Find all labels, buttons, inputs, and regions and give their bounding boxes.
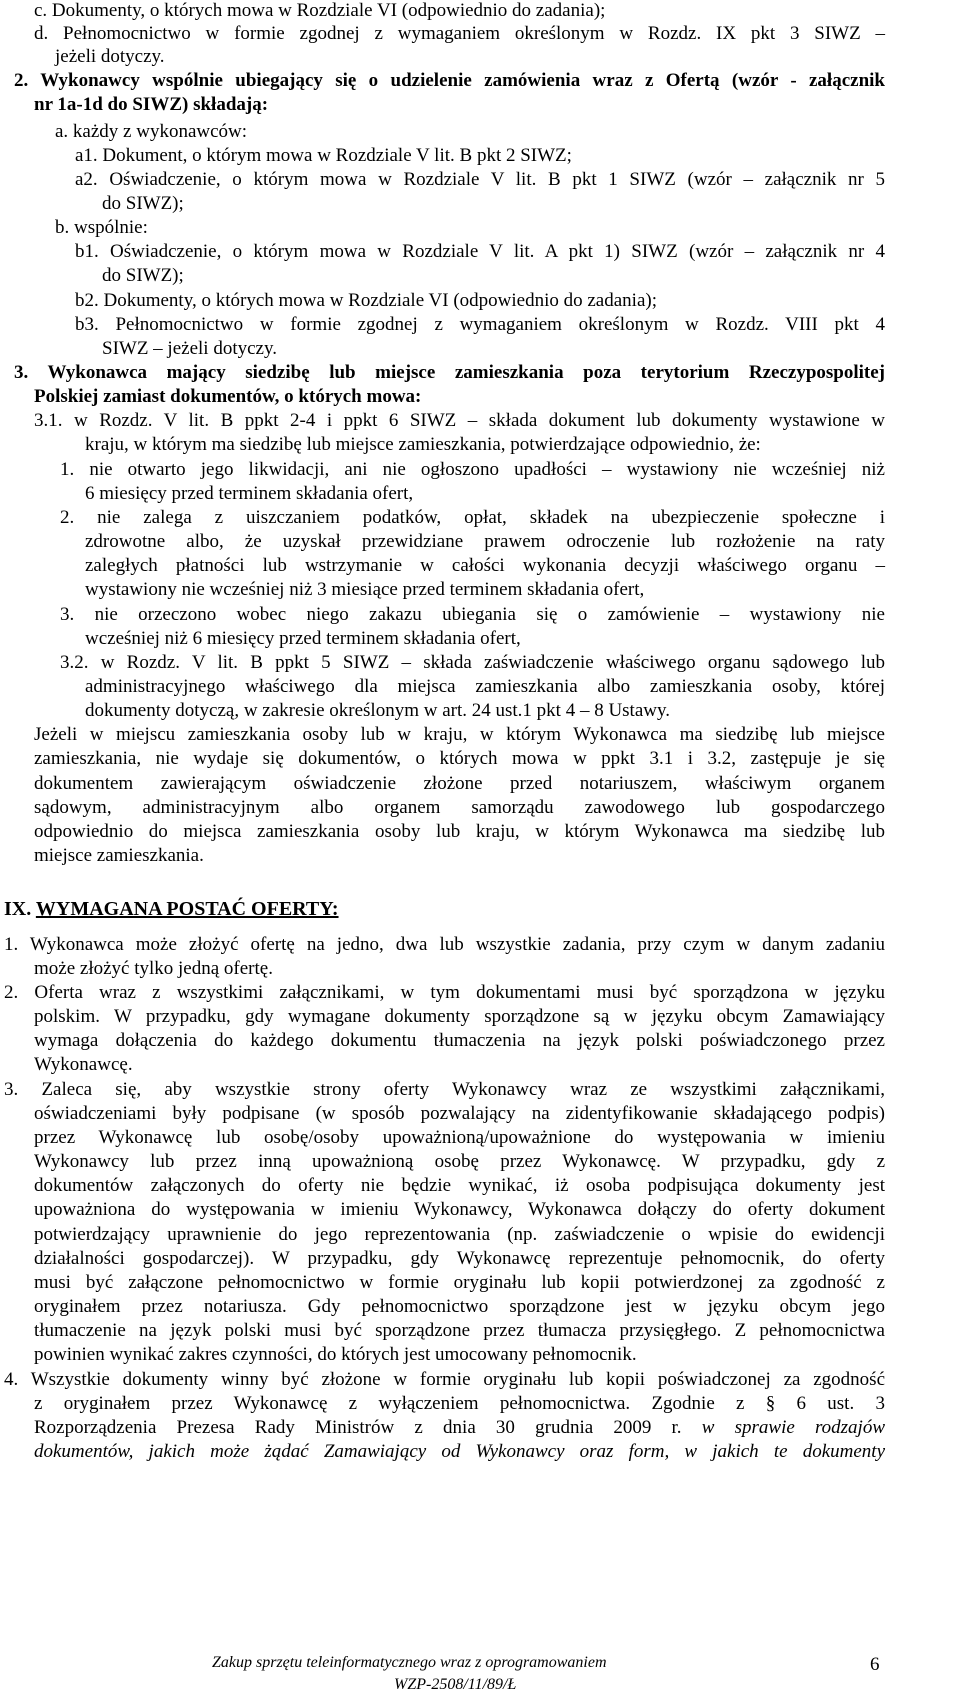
ix-item-2-cont: polskim. W przypadku, gdy wymagane dokumenty sporządzone są w języku obcym Zamawiający [34, 1006, 885, 1027]
sub-item-a1: a1. Dokument, o którym mowa w Rozdziale V lit. B pkt 2 SIWZ; [75, 145, 572, 166]
point-3-2-cont: dokumenty dotyczą, w zakresie określonym w art. 24 ust.1 pkt 4 – 8 Ustawy. [85, 700, 671, 721]
list-item-d-cont: jeżeli dotyczy. [55, 46, 165, 67]
paragraph-line: miejsce zamieszkania. [34, 845, 204, 866]
ix-item-2: 2. Oferta wraz z wszystkimi załącznikami, w tym dokumentami musi być sporządzona w języku [4, 982, 885, 1003]
ix-item-4-cont [34, 1416, 885, 1440]
sub-item-b2: b2. Dokumenty, o których mowa w Rozdziale VI (odpowiednio do zadania); [75, 290, 657, 311]
point-3-1-item-2-cont: zdrowotne albo, że uzyskał przewidziane prawem odroczenie lub rozłożenie na raty [85, 531, 885, 552]
point-3-2: 3.2. w Rozdz. V lit. B ppkt 5 SIWZ – składa zaświadczenie właściwego organu sądowego lub [60, 652, 885, 673]
page-number: 6 [870, 1654, 880, 1675]
ix-item-4-cont-italic: dokumentów, jakich może żądać Zamawiający od Wykonawcy oraz form, w jakich te dokumenty [34, 1441, 885, 1462]
regulation-text: Rozporządzenia Prezesa Rady Ministrów z dnia 30 grudnia 2009 r. [34, 1417, 682, 1438]
ix-item-3-cont: oświadczeniami były podpisane (w sposób pozwalający na zidentyfikowanie składającego podpis) [34, 1103, 885, 1124]
ix-item-3-cont: powinien wynikać zakres czynności, do których jest umocowany pełnomocnik. [34, 1344, 637, 1365]
sub-item-b1-cont: do SIWZ); [102, 265, 184, 286]
footer-title: Zakup sprzętu teleinformatycznego wraz z oprogramowaniem [212, 1654, 607, 1671]
section-title: WYMAGANA POSTAĆ OFERTY: [35, 898, 339, 920]
ix-item-1-cont: może złożyć tylko jedną ofertę. [34, 958, 273, 979]
footer-reference: WZP-2508/11/89/Ł [394, 1676, 517, 1693]
ix-item-2-cont: wymaga dołączenia do każdego dokumentu tłumaczenia na język polski poświadczonego przez [34, 1030, 885, 1051]
point-3-1-cont: kraju, w którym ma siedzibę lub miejsce zamieszkania, potwierdzające odpowiednio, że: [85, 434, 761, 455]
sub-item-b3-cont: SIWZ – jeżeli dotyczy. [102, 338, 277, 359]
point-3-1-item-3: 3. nie orzeczono wobec niego zakazu ubiegania się o zamówienie – wystawiony nie [60, 604, 885, 625]
ix-item-4-cont: z oryginałem przez Wykonawcę z wyłączeniem pełnomocnictwa. Zgodnie z § 6 ust. 3 [34, 1393, 885, 1414]
paragraph-line: odpowiednio do miejsca zamieszkania osoby lub kraju, w którym Wykonawca ma siedzibę lub [34, 821, 885, 842]
point-3-1-item-1-cont: 6 miesięcy przed terminem składania ofert, [85, 483, 414, 504]
point-3-1: 3.1. w Rozdz. V lit. B ppkt 2-4 i ppkt 6 SIWZ – składa dokument lub dokumenty wystawione w [34, 410, 885, 431]
ix-item-3: 3. Zaleca się, aby wszystkie strony oferty Wykonawcy wraz ze wszystkimi załącznikami, [4, 1079, 885, 1100]
ix-item-1: 1. Wykonawca może złożyć ofertę na jedno, dwa lub wszystkie zadania, przy czym w danym zadaniu [4, 934, 885, 955]
ix-item-3-cont: potwierdzający uprawnienie do jego reprezentowania (np. zaświadczenie o wpisie do ewidencji [34, 1224, 885, 1245]
point-3-heading-cont: Polskiej zamiast dokumentów, o których mowa: [34, 386, 422, 407]
paragraph-line: zamieszkania, nie wydaje się dokumentów, o których mowa w ppkt 3.1 i 3.2, zastępuje je się [34, 748, 885, 769]
point-2-heading: 2. Wykonawcy wspólnie ubiegający się o udzielenie zamówienia wraz z Ofertą (wzór - załącznik [14, 70, 885, 91]
ix-item-3-cont: tłumaczenie na język polski musi być sporządzone przez tłumacza przysięgłego. Z pełnomocnictwa [34, 1320, 885, 1341]
point-3-1-item-2-cont: zaległych płatności lub wstrzymanie w całości wykonania decyzji właściwego organu – [85, 555, 885, 576]
paragraph-line: sądowym, administracyjnym albo organem samorządu zawodowego lub gospodarczego [34, 797, 885, 818]
point-3-1-item-2-cont: wystawiony nie wcześniej niż 3 miesiące przed terminem składania ofert, [85, 579, 645, 600]
paragraph-line: dokumentem zawierającym oświadczenie złożone przed notariuszem, właściwym organem [34, 773, 885, 794]
ix-item-4: 4. Wszystkie dokumenty winny być złożone w formie oryginału lub kopii poświadczonej za zgodność [4, 1369, 885, 1390]
ix-item-3-cont: działalności gospodarczej). W przypadku, gdy Wykonawcę reprezentuje pełnomocnik, do oferty [34, 1248, 885, 1269]
sub-item-a2: a2. Oświadczenie, o którym mowa w Rozdziale V lit. B pkt 1 SIWZ (wzór – załącznik nr 5 [75, 169, 885, 190]
ix-item-3-cont: przez Wykonawcę lub osobę/osoby upoważnioną/upoważnione do występowania w imieniu [34, 1127, 885, 1148]
paragraph-line: Jeżeli w miejscu zamieszkania osoby lub w kraju, w którym Wykonawca ma siedzibę lub miejsce [34, 724, 885, 745]
ix-item-3-cont: oryginałem przez notariusza. Gdy pełnomocnictwo sporządzone jest w języku obcym jego [34, 1296, 885, 1317]
ix-item-3-cont: dokumentów załączonych do oferty nie będzie wynikać, iż osoba podpisująca dokumenty jest [34, 1175, 885, 1196]
section-heading [4, 897, 339, 921]
ix-item-3-cont: musi być załączone pełnomocnictwo w formie oryginału lub kopii potwierdzonej za zgodność z [34, 1272, 885, 1293]
point-3-heading: 3. Wykonawca mający siedzibę lub miejsce zamieszkania poza terytorium Rzeczypospolitej [14, 362, 885, 383]
section-number: IX. [4, 898, 32, 920]
point-3-1-item-1: 1. nie otwarto jego likwidacji, ani nie ogłoszono upadłości – wystawiony nie wcześniej niż [60, 459, 885, 480]
ix-item-3-cont: upoważniona do występowania w imieniu Wykonawcy, Wykonawca dołączy do oferty dokument [34, 1199, 885, 1220]
sub-item-b3: b3. Pełnomocnictwo w formie zgodnej z wymaganiem określonym w Rozdz. VIII pkt 4 [75, 314, 885, 335]
ix-item-2-cont: Wykonawcę. [34, 1054, 133, 1075]
ix-item-3-cont: Wykonawcy lub przez inną upoważnioną osobę przez Wykonawcę. W przypadku, gdy z [34, 1151, 885, 1172]
point-3-1-item-3-cont: wcześniej niż 6 miesięcy przed terminem składania ofert, [85, 628, 521, 649]
sub-item-b1: b1. Oświadczenie, o którym mowa w Rozdziale V lit. A pkt 1) SIWZ (wzór – załącznik nr 4 [75, 241, 885, 262]
list-item-c: c. Dokumenty, o których mowa w Rozdziale VI (odpowiednio do zadania); [34, 0, 606, 21]
sub-item-b: b. wspólnie: [55, 217, 148, 238]
sub-item-a2-cont: do SIWZ); [102, 193, 184, 214]
point-3-2-cont: administracyjnego właściwego dla miejsca zamieszkania albo zamieszkania osoby, której [85, 676, 885, 697]
sub-item-a: a. każdy z wykonawców: [55, 121, 248, 142]
regulation-title-italic: w sprawie rodzajów [701, 1417, 886, 1438]
point-2-heading-cont: nr 1a-1d do SIWZ) składają: [34, 94, 269, 115]
list-item-d: d. Pełnomocnictwo w formie zgodnej z wymaganiem określonym w Rozdz. IX pkt 3 SIWZ – [34, 23, 885, 44]
point-3-1-item-2: 2. nie zalega z uiszczaniem podatków, opłat, składek na ubezpieczenie społeczne i [60, 507, 885, 528]
